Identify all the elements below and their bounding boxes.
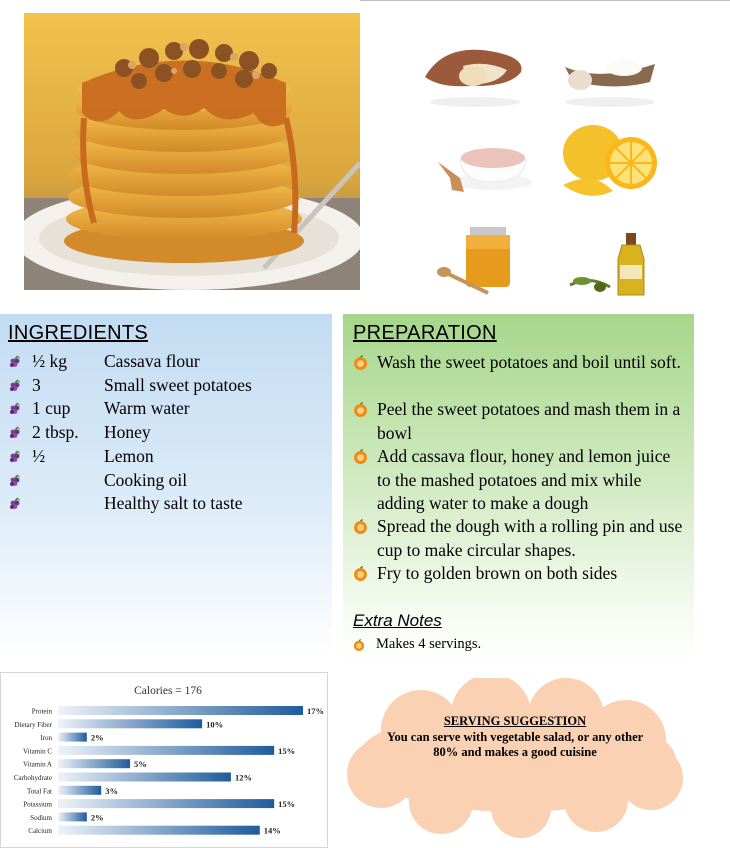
ingredient-name: Lemon [104, 445, 154, 466]
preparation-panel [343, 314, 694, 664]
chart-value-label: 3% [105, 785, 118, 796]
chart-bar [58, 733, 87, 742]
chart-bar [58, 746, 274, 755]
chart-bar [58, 799, 274, 808]
chart-value-label: 15% [278, 799, 296, 810]
ingredient-quantity: ½ kg [32, 351, 67, 371]
honey-jar-image [430, 215, 550, 305]
chart-category-label: Calcium [28, 827, 52, 836]
chart-bar [58, 719, 202, 728]
ingredient-quantity: 2 tbsp. [32, 422, 79, 443]
ingredient-name: Small sweet potatoes [104, 374, 252, 395]
ingredient-name: Healthy salt to taste [104, 493, 243, 514]
extra-note-item [353, 636, 481, 653]
ingredient-quantity: 1 cup [32, 398, 71, 419]
preparation-step-text: Spread the dough with a rolling pin and use cup to make circular shapes. [377, 516, 683, 560]
salt-image [430, 120, 550, 210]
preparation-step [353, 398, 688, 445]
serving-suggestion-cloud [341, 678, 691, 838]
preparation-step-text: Peel the sweet potatoes and mash them in a bowl [377, 399, 681, 443]
chart-value-label: 2% [90, 732, 104, 743]
chart-category-label: Potassium [23, 800, 52, 809]
ingredient-name: Cassava flour [104, 351, 200, 371]
preparation-title: PREPARATION [353, 322, 497, 344]
grapes-icon [8, 379, 22, 393]
ingredients-title: INGREDIENTS [8, 322, 148, 344]
preparation-step [353, 562, 688, 586]
orange-icon [353, 519, 368, 534]
grapes-icon [8, 426, 22, 440]
orange-icon [353, 639, 365, 651]
serving-suggestion-text-block [381, 714, 649, 761]
extra-notes-title: Extra Notes [353, 611, 442, 630]
olive-oil-image [560, 225, 680, 315]
chart-category-label: Total Fat [27, 787, 52, 796]
chart-bar [58, 826, 260, 835]
orange-icon [353, 449, 368, 464]
extra-note-text: Makes 4 servings. [376, 636, 482, 652]
ingredient-name: Cooking oil [104, 469, 188, 490]
chart-value-label: 5% [134, 759, 147, 770]
lemon-image [553, 115, 673, 205]
chart-bar [58, 812, 87, 821]
chart-bar [58, 786, 101, 795]
chart-category-label: Vitamin A [23, 760, 52, 769]
chart-value-label: 15% [278, 745, 296, 756]
orange-icon [353, 402, 368, 417]
chart-value-label: 14% [263, 825, 281, 836]
chart-category-label: Dietary Fiber [14, 720, 52, 729]
orange-icon [353, 566, 368, 581]
serving-suggestion-title: SERVING SUGGESTION [443, 714, 587, 728]
ingredient-quantity: ½ [32, 445, 46, 466]
chart-category-label: Protein [31, 707, 52, 716]
sweet-potato-image [415, 22, 535, 112]
grapes-icon [8, 355, 22, 369]
preparation-step-text: Wash the sweet potatoes and boil until soft. [377, 352, 681, 372]
chart-value-label: 2% [90, 812, 104, 823]
serving-suggestion-text: You can serve with vegetable salad, or any other 80% and makes a good cuisine [386, 729, 644, 759]
ingredient-quantity: 3 [32, 374, 41, 395]
preparation-step [353, 515, 688, 562]
preparation-step-text: Fry to golden brown on both sides [377, 563, 618, 583]
chart-value-label: 12% [234, 772, 252, 783]
preparation-step [353, 351, 688, 375]
ingredients-panel [0, 314, 332, 654]
preparation-step-text: Add cassava flour, honey and lemon juice to the mashed potatoes and mix while adding water to make a dough [377, 446, 671, 513]
chart-bar [58, 773, 231, 782]
grapes-icon [8, 474, 22, 488]
ingredient-name: Warm water [104, 398, 190, 419]
chart-category-label: Vitamin C [23, 747, 52, 756]
chart-title: Calories = 176 [134, 685, 202, 697]
grapes-icon [8, 402, 22, 416]
grapes-icon [8, 450, 22, 464]
pancake-stack-photo [24, 13, 360, 290]
chart-category-label: Sodium [30, 813, 52, 822]
orange-icon [353, 355, 368, 370]
nutrition-chart [0, 672, 328, 848]
chart-value-label: 10% [206, 719, 224, 730]
grapes-icon [8, 497, 22, 511]
top-border-line [360, 0, 730, 1]
preparation-step [353, 445, 688, 516]
chart-value-label: 17% [307, 706, 324, 716]
cassava-flour-image [550, 22, 670, 112]
chart-bar [58, 706, 303, 715]
chart-category-label: Iron [40, 734, 52, 743]
chart-bar [58, 759, 130, 768]
ingredient-name: Honey [104, 422, 151, 443]
chart-category-label: Carbohydrate [13, 774, 52, 782]
